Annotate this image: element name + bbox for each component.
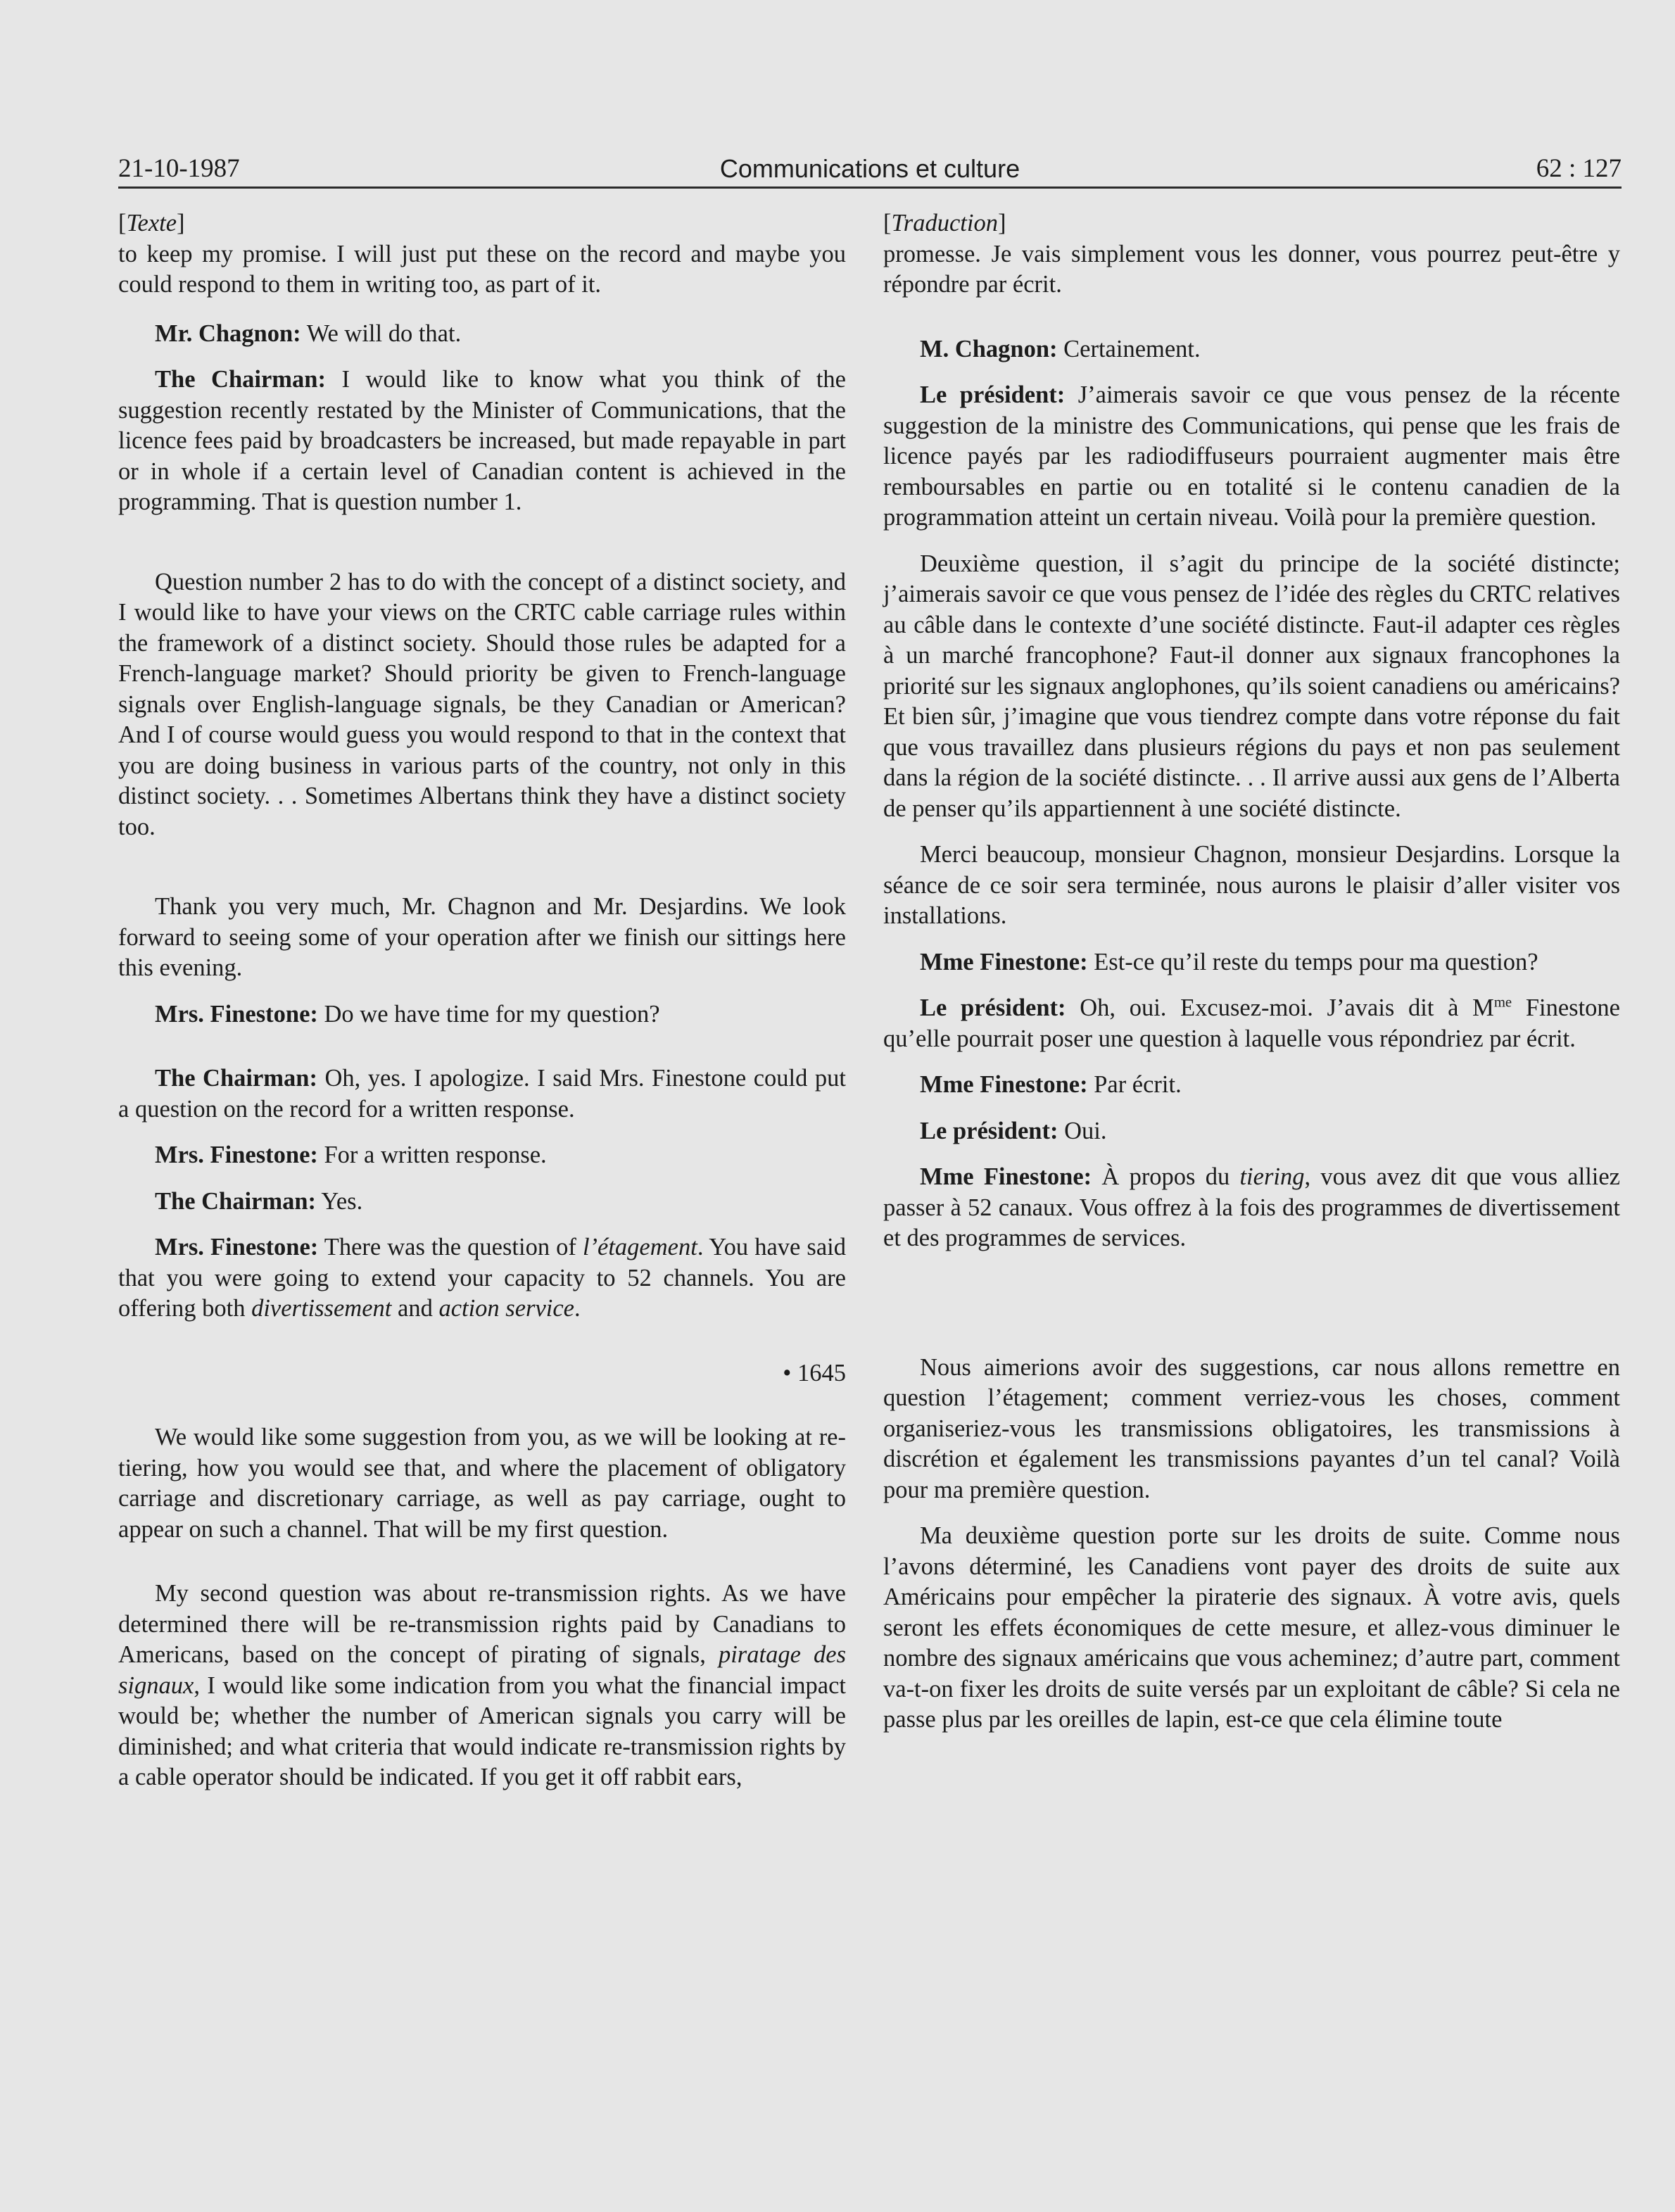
speaker-name: Mrs. Finestone:: [155, 1142, 318, 1168]
french-section-tag: [Traduction]: [883, 210, 1006, 236]
english-paragraph: We would like some suggestion from you, as we will be looking at re-tiering, how you would see that, and where the placement of obligatory carriage and discretionary carriage, as well as pay carriage, ought to appear on such a channel. That will be my first question.: [118, 1424, 846, 1543]
english-paragraph: Mrs. Finestone: Do we have time for my question?: [155, 1000, 660, 1028]
speaker-name: The Chairman:: [155, 1187, 317, 1215]
speaker-name: Le président:: [920, 994, 1066, 1021]
english-paragraph: Mrs. Finestone: For a written response.: [155, 1142, 547, 1168]
speaker-name: Mme Finestone:: [920, 1163, 1092, 1190]
speaker-name: M. Chagnon:: [920, 335, 1058, 362]
header-date: 21-10-1987: [118, 154, 240, 183]
french-paragraph: Deuxième question, il s’agit du principe de la société distincte; j’aimerais savoir ce que vous pensez de l’idée des règles du CRTC relatives au câble dans le contexte d’une société distincte. Faut-il adapter ces règles à un marché francophone? Faut-il donner aux signaux francophones la priorité sur les signaux anglophones, qu’ils soient canadiens ou américains? Et bien sûr, j’imagine que vous tiendrez compte dans votre réponse du fait que vous travaillez dans plusieurs régions du pays et non pas seulement dans la région de la société distincte. . . Il arrive aussi aux gens de l’Alberta de penser qu’ils appartiennent à une société distincte.: [883, 550, 1620, 822]
french-column: [883, 208, 1620, 1751]
english-paragraph: The Chairman: Oh, yes. I apologize. I said Mrs. Finestone could put a question on the record for a written response.: [118, 1065, 846, 1123]
french-paragraph: Mme Finestone: Par écrit.: [920, 1071, 1182, 1098]
speaker-name: Mme Finestone:: [920, 1071, 1088, 1098]
english-paragraph: The Chairman: Yes.: [155, 1187, 363, 1215]
english-paragraph: Thank you very much, Mr. Chagnon and Mr. Desjardins. We look forward to seeing some of your operation after we finish our sittings here this evening.: [118, 893, 846, 981]
speaker-name: Mr. Chagnon:: [155, 320, 301, 347]
speaker-name: The Chairman:: [155, 366, 326, 393]
french-paragraph: promesse. Je vais simplement vous les donner, vous pourrez peut-être y répondre par écrit.: [883, 240, 1620, 298]
french-paragraph: Mme Finestone: Est-ce qu’il reste du temps pour ma question?: [920, 948, 1538, 975]
page-header: [118, 149, 1622, 189]
french-paragraph: Le président: Oui.: [920, 1117, 1107, 1144]
english-paragraph: The Chairman: I would like to know what you think of the suggestion recently restated by the Minister of Communications, that the licence fees paid by broadcasters be increased, but made repayable in part or in whole if a certain level of Canadian content is achieved in the programming. That is question number 1.: [118, 366, 846, 515]
english-paragraph: Mrs. Finestone: There was the question of l’étagement. You have said that you were going to extend your capacity to 52 channels. You are offering both divertissement and action service.: [118, 1234, 847, 1322]
header-rule: [118, 187, 1622, 189]
english-paragraph: to keep my promise. I will just put these on the record and maybe you could respond to them in writing too, as part of it.: [118, 240, 846, 298]
english-section-tag: [Texte]: [118, 210, 185, 236]
speaker-name: Le président:: [920, 1117, 1058, 1144]
speaker-name: The Chairman:: [155, 1065, 317, 1092]
english-column: [118, 208, 846, 1809]
header-title: Communications et culture: [719, 154, 1020, 183]
header-page-number: 62 : 127: [1536, 154, 1622, 183]
french-paragraph: Merci beaucoup, monsieur Chagnon, monsieur Desjardins. Lorsque la séance de ce soir sera terminée, nous aurons le plaisir d’aller visiter vos installations.: [883, 841, 1620, 929]
french-paragraph: Le président: J’aimerais savoir ce que vous pensez de la récente suggestion de la ministre des Communications, qui pense que les frais de licence payés par les radiodiffuseurs pourraient augmenter mais être remboursables en partie ou en totalité si le contenu canadien de la programmation atteint un certain niveau. Voilà pour la première question.: [883, 381, 1620, 531]
french-paragraph: Ma deuxième question porte sur les droits de suite. Comme nous l’avons déterminé, les Canadiens vont payer des droits de suite aux Américains pour empêcher la piraterie des signaux. À votre avis, quels seront les effets économiques de cette mesure, et allez-vous diminuer le nombre des signaux américains que vous acheminez; d’autre part, comment va-t-on fixer les droits de suite versés par un exploitant de câble? Si cela ne passe plus par les oreilles de lapin, est-ce que cela élimine toute: [883, 1522, 1620, 1733]
english-paragraph: My second question was about re-transmission rights. As we have determined there will be re-transmission rights paid by Canadians to Americans, based on the concept of pirating of signals, piratage des signaux, I would like some indication from you what the financial impact would be; whether the number of American signals you carry will be diminished; and what criteria that would indicate re-transmission rights by a cable operator should be indicated. If you get it off rabbit ears,: [118, 1580, 846, 1790]
english-paragraph: Question number 2 has to do with the concept of a distinct society, and I would like to have your views on the CRTC cable carriage rules within the framework of a distinct society. Should those rules be adapted for a French-language market? Should priority be given to French-language signals over English-language signals, be they Canadian or American? And I of course would guess you would respond to that in the context that you are doing business in various parts of the country, not only in this distinct society. . . Sometimes Albertans think they have a distinct society too.: [118, 568, 846, 840]
speaker-name: Mrs. Finestone:: [155, 1234, 319, 1260]
speaker-name: Mrs. Finestone:: [155, 1000, 318, 1028]
speaker-name: Le président:: [920, 381, 1066, 408]
english-paragraph: Mr. Chagnon: We will do that.: [155, 320, 462, 347]
french-paragraph: M. Chagnon: Certainement.: [920, 335, 1201, 362]
speaker-name: Mme Finestone:: [920, 948, 1088, 975]
french-paragraph: Nous aimerions avoir des suggestions, car nous allons remettre en question l’étagement; comment verriez-vous les choses, comment organiseriez-vous les transmissions obligatoires, les transmissions à discrétion et également les transmissions payantes d’un tel canal? Voilà pour ma première question.: [883, 1353, 1620, 1503]
timestamp: • 1645: [783, 1359, 846, 1386]
french-paragraph: Mme Finestone: À propos du tiering, vous avez dit que vous alliez passer à 52 canaux. Vous offrez à la fois des programmes de divertissement et des programmes de services.: [883, 1163, 1620, 1251]
french-paragraph: Le président: Oh, oui. Excusez-moi. J’avais dit à $M^{me}$ Finestone qu’elle pourrait poser une question à laquelle vous répondriez par écrit.: [883, 994, 1620, 1052]
